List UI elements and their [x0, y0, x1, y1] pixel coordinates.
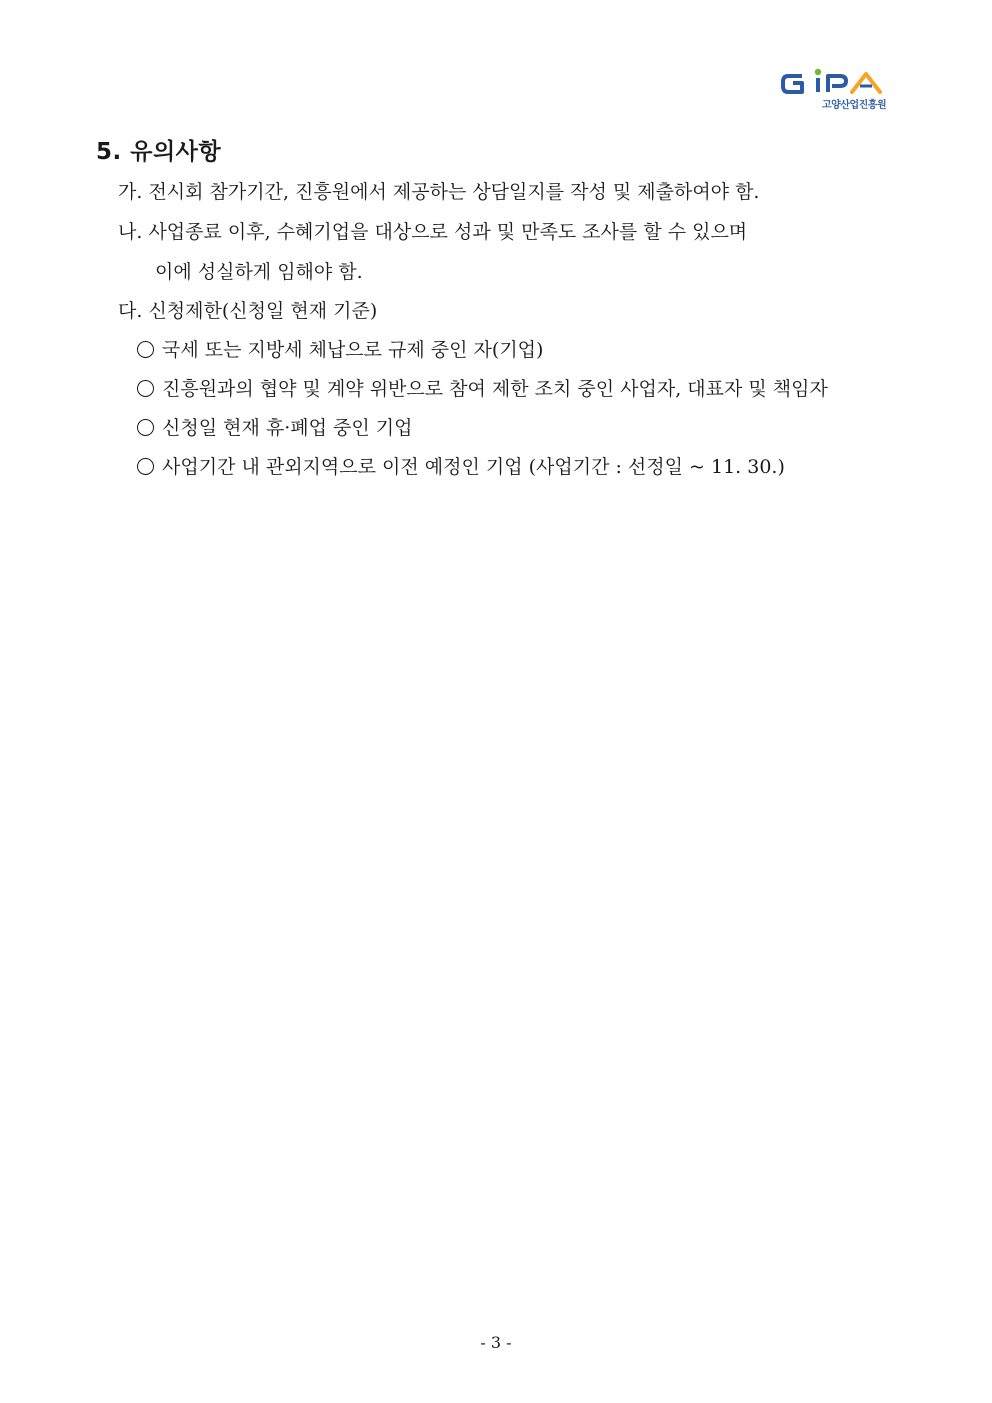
gipa-logo [780, 68, 900, 112]
restriction-item [137, 338, 543, 362]
logo-subtitle: 고양산업진흥원 [822, 100, 887, 111]
item-ga [118, 180, 759, 204]
restriction-text: 국세 또는 지방세 체납으로 규제 중인 자(기업) [162, 339, 544, 361]
item-na-continuation: 이에 성실하게 임해야 함. [155, 261, 363, 283]
item-na [118, 220, 747, 244]
gipa-logo-mark [780, 68, 900, 98]
circle-bullet-icon [137, 458, 154, 475]
item-label: 가. [118, 181, 143, 203]
restriction-item [137, 377, 828, 401]
restriction-text: 진흥원과의 협약 및 계약 위반으로 참여 제한 조치 중인 사업자, 대표자 및 책임자 [162, 378, 828, 400]
restriction-item [137, 455, 785, 479]
restriction-text: 사업기간 내 관외지역으로 이전 예정인 기업 (사업기간 : 선정일 ~ 11. 30.) [162, 456, 785, 478]
item-label: 다. [118, 300, 143, 322]
item-label: 나. [118, 221, 143, 243]
item-text: 사업종료 이후, 수혜기업을 대상으로 성과 및 만족도 조사를 할 수 있으며 [148, 221, 748, 243]
item-text: 전시회 참가기간, 진흥원에서 제공하는 상담일지를 작성 및 제출하여야 함. [148, 181, 760, 203]
restriction-item [137, 416, 412, 440]
item-text: 신청제한(신청일 현재 기준) [148, 300, 378, 322]
circle-bullet-icon [137, 419, 154, 436]
page-number: - 3 - [480, 1333, 512, 1352]
circle-bullet-icon [137, 380, 154, 397]
restriction-text: 신청일 현재 휴·폐업 중인 기업 [162, 417, 413, 439]
section-title: 5. 유의사항 [96, 139, 222, 165]
circle-bullet-icon [137, 341, 154, 358]
item-da [118, 299, 377, 323]
